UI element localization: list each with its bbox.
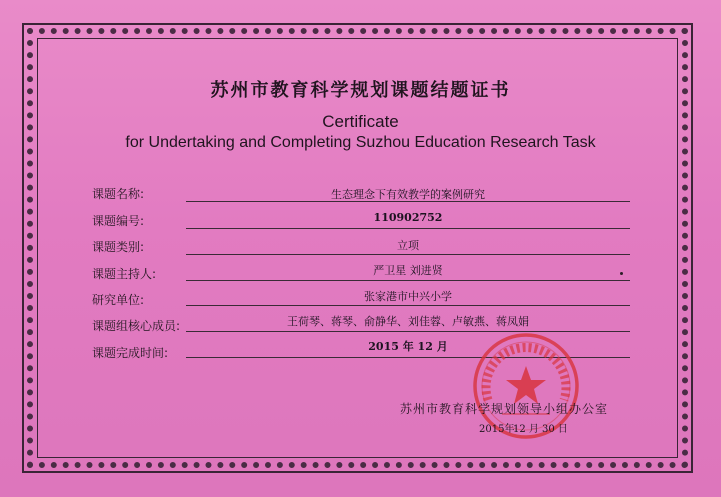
field-value-project-category: 立项 (397, 239, 419, 252)
field-label-research-unit: 研究单位: (92, 293, 145, 307)
field-line (186, 201, 630, 202)
issue-date-day: 30 日 (542, 424, 568, 435)
issuer-name: 苏州市教育科学规划领导小组办公室 (400, 402, 609, 416)
field-line (186, 228, 630, 229)
field-label-project-category: 课题类别: (92, 240, 145, 254)
field-label-completion-time: 课题完成时间: (92, 346, 169, 360)
field-value-project-number: 110902752 (373, 211, 443, 224)
field-value-project-name: 生态理念下有效教学的案例研究 (331, 188, 485, 201)
field-label-core-members: 课题组核心成员: (92, 319, 181, 333)
certificate-title-english: Certificate (322, 112, 399, 131)
certificate-subtitle-english: for Undertaking and Completing Suzhou Education Research Task (125, 134, 596, 151)
field-label-project-name: 课题名称: (92, 187, 145, 201)
issue-date-month: 12 月 (513, 424, 539, 435)
field-value-project-host: 严卫星 刘进贤 (373, 264, 443, 277)
field-line (186, 254, 630, 255)
field-line (186, 305, 630, 306)
field-value-completion-time: 2015 年 12 月 (368, 340, 448, 353)
field-value-research-unit: 张家港市中兴小学 (364, 290, 452, 303)
certificate-title-chinese: 苏州市教育科学规划课题结题证书 (210, 80, 511, 101)
field-line (186, 280, 630, 281)
field-label-project-host: 课题主持人: (92, 267, 157, 281)
ink-speck (620, 272, 623, 275)
field-value-core-members: 王荷琴、蒋琴、俞静华、刘佳蓉、卢敏燕、蒋凤娟 (287, 315, 529, 328)
issue-date-year: 2015年 (479, 424, 515, 435)
field-label-project-number: 课题编号: (92, 214, 145, 228)
